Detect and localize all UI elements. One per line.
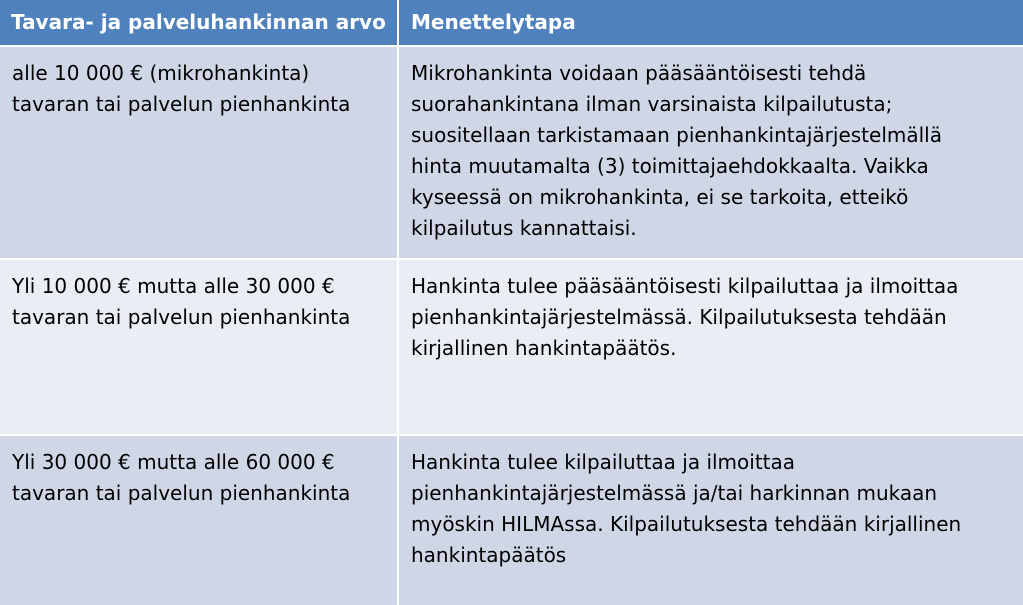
row-3-procedure: Hankinta tulee kilpailuttaa ja ilmoittaa pienhankintajärjestelmässä ja/tai harkinnan mukaan myöskin HILMAssa. Kilpailutuksesta tehdään kirjallinen hankintapäätös: [399, 434, 1023, 605]
row-3-value: Yli 30 000 € mutta alle 60 000 € tavaran tai palvelun pienhankinta: [0, 434, 399, 605]
row-1-value: alle 10 000 € (mikrohankinta) tavaran tai palvelun pienhankinta: [0, 45, 399, 258]
header-procedure: Menettelytapa: [399, 0, 1023, 45]
row-1-procedure: Mikrohankinta voidaan pääsääntöisesti tehdä suorahankintana ilman varsinaista kilpailutusta; suositellaan tarkistamaan pienhankintajärjestelmällä hinta muutamalta (3) toimittajaehdokkaalta. Vaikka kyseessä on mikrohankinta, ei se tarkoita, etteikö kilpailutus kannattaisi.: [399, 45, 1023, 258]
row-2-value: Yli 10 000 € mutta alle 30 000 € tavaran tai palvelun pienhankinta: [0, 258, 399, 434]
row-2-procedure: Hankinta tulee pääsääntöisesti kilpailuttaa ja ilmoittaa pienhankintajärjestelmässä. Kilpailutuksesta tehdään kirjallinen hankintapäätös.: [399, 258, 1023, 434]
header-value: Tavara- ja palveluhankinnan arvo: [0, 0, 399, 45]
